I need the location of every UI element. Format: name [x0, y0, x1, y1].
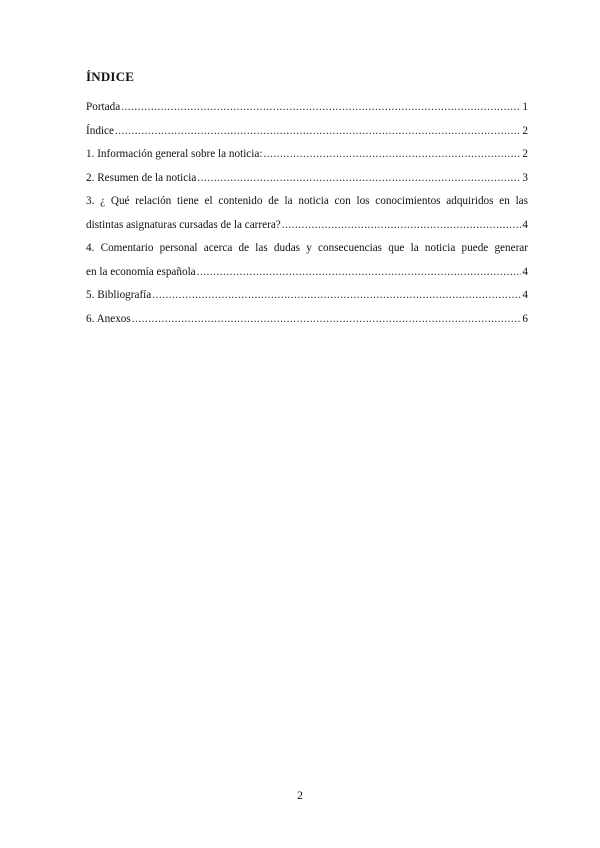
- toc-dot-leader: [121, 96, 521, 120]
- toc-entry-label: Índice: [86, 124, 114, 137]
- toc-dot-leader: [115, 120, 521, 144]
- toc-entry-label: Portada: [86, 101, 121, 113]
- toc-entry-page: 2: [522, 124, 528, 137]
- toc-entry-page: 1: [522, 101, 528, 113]
- toc-entry-label: 5. Bibliografía: [86, 289, 152, 301]
- toc-entry-label-line-1: 3. ¿ Qué relación tiene el contenido de la noticia con los conocimientos adquiridos en las: [86, 195, 528, 207]
- toc-dot-leader: [263, 143, 521, 167]
- toc-entry-indice[interactable]: [86, 120, 528, 144]
- toc-dot-leader: [197, 167, 521, 191]
- toc-entry-resumen[interactable]: [86, 167, 528, 191]
- toc-entry-page: 6: [522, 312, 528, 325]
- toc-dot-leader: [282, 214, 522, 238]
- toc-entry-label: distintas asignaturas cursadas de la carrera?: [86, 218, 281, 231]
- page-number: 2: [297, 788, 303, 802]
- toc-entry-page: 4: [522, 289, 528, 301]
- toc-entry-page: 4: [522, 218, 528, 231]
- toc-entry-label: en la economía española: [86, 265, 196, 278]
- toc-entry-label: 6. Anexos: [86, 312, 131, 325]
- toc-entry-bibliografia[interactable]: [86, 284, 528, 308]
- toc-entry-anexos[interactable]: [86, 308, 528, 332]
- toc-title: ÍNDICE: [86, 69, 135, 84]
- toc-entry-label: 2. Resumen de la noticia: [86, 171, 197, 184]
- toc-entry-informacion-general[interactable]: [86, 143, 528, 167]
- table-of-contents: [86, 96, 528, 331]
- toc-dot-leader: [152, 284, 521, 308]
- toc-entry-label: 1. Información general sobre la noticia:: [86, 148, 263, 160]
- toc-entry-page: 2: [522, 148, 528, 160]
- toc-dot-leader: [197, 261, 522, 285]
- toc-entry-comentario-personal[interactable]: [86, 237, 528, 284]
- toc-entry-relacion-contenido[interactable]: [86, 190, 528, 237]
- toc-entry-page: 4: [522, 265, 528, 278]
- toc-entry-page: 3: [522, 171, 528, 184]
- toc-entry-label-line-1: 4. Comentario personal acerca de las dudas y consecuencias que la noticia puede generar: [86, 242, 528, 254]
- toc-entry-portada[interactable]: [86, 96, 528, 120]
- toc-dot-leader: [132, 308, 522, 332]
